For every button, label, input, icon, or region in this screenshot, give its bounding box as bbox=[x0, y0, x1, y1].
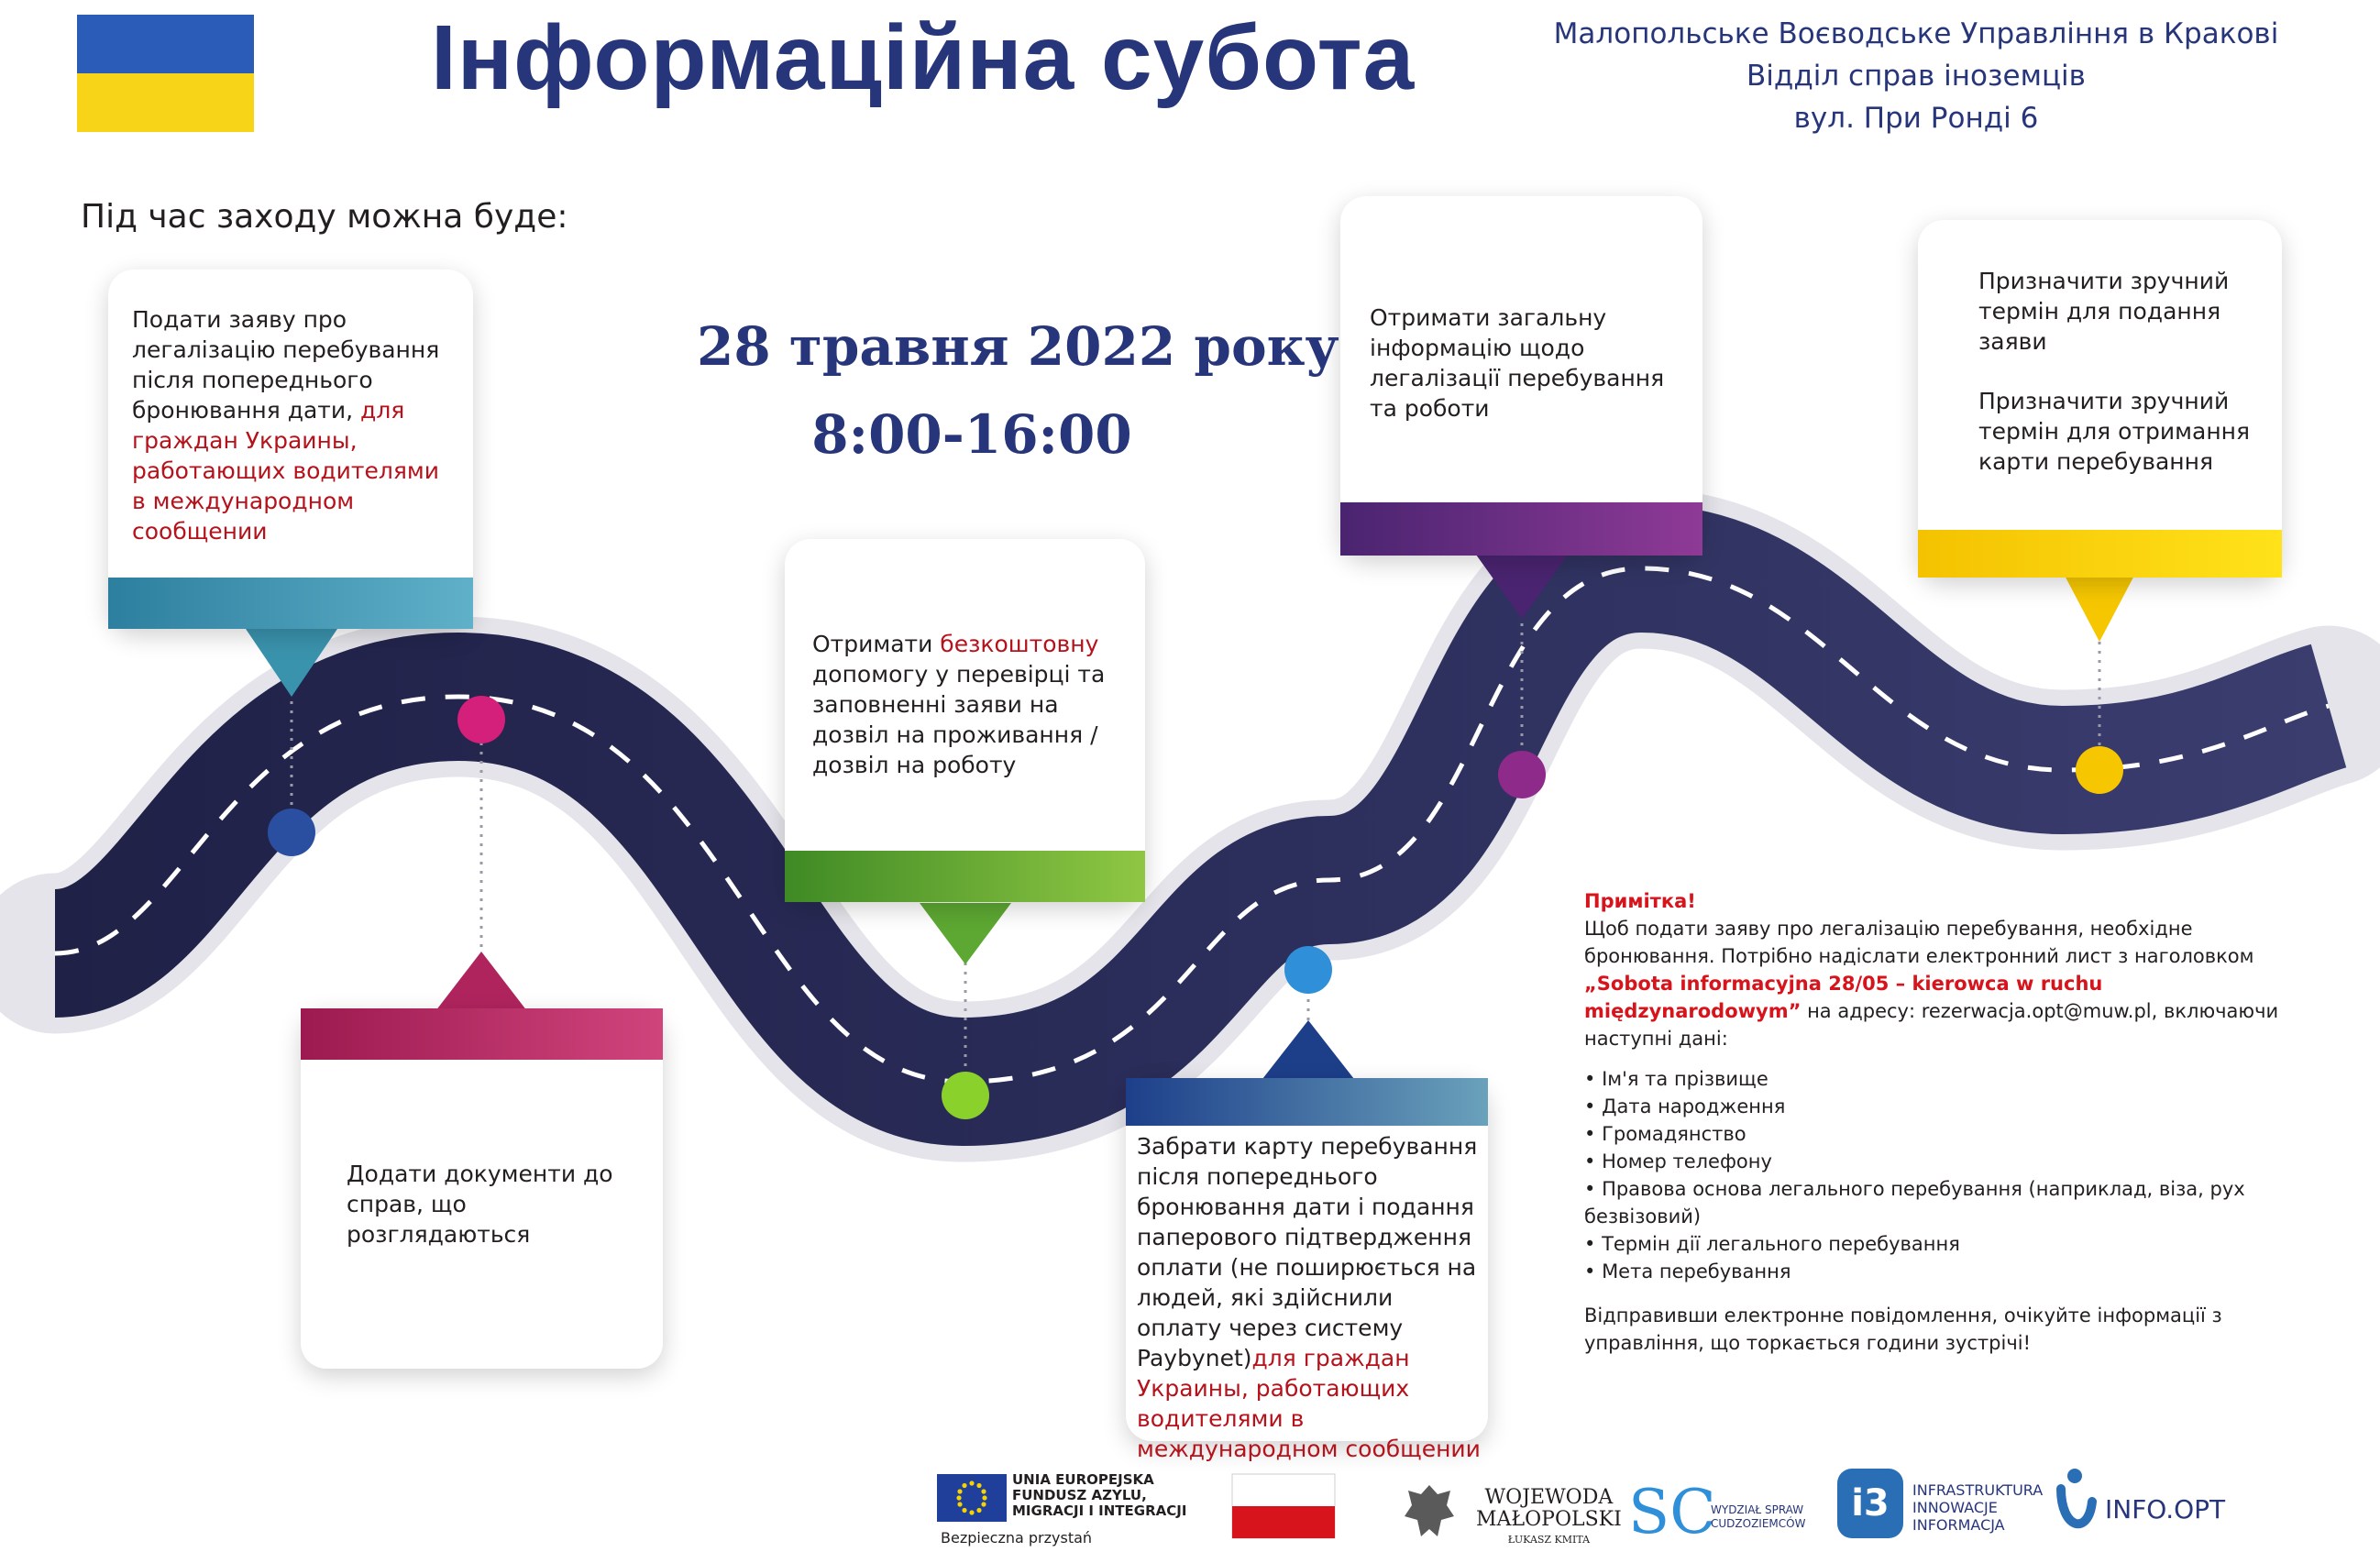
eu-line-2: FUNDUSZ AZYLU, bbox=[1012, 1487, 1147, 1503]
card1-red-text: для граждан Украины, работающих водителями в международном сообщении bbox=[132, 397, 439, 545]
intro-text: Під час заходу можна буде: bbox=[81, 198, 568, 236]
office-line-3: вул. При Рондi 6 bbox=[1793, 102, 2039, 135]
card-band-blue bbox=[1126, 1078, 1488, 1126]
card-free-help bbox=[785, 539, 1145, 902]
woj-line-1: WOJEWODA bbox=[1484, 1486, 1614, 1509]
event-date: 28 травня 2022 року bbox=[697, 315, 1339, 378]
card-schedule-appointment bbox=[1918, 220, 2282, 578]
note-paragraph-1-tail: на адресу: rezerwacja.opt@muw.pl, включаючи наступні дані: bbox=[1584, 1000, 2279, 1050]
event-date-block bbox=[697, 303, 1339, 479]
sc-line-2: CUDZOZIEMCÓW bbox=[1711, 1517, 1806, 1530]
i3-logo-icon: i3 bbox=[1837, 1469, 1903, 1538]
i3-line-3: INFORMACJA bbox=[1912, 1516, 2005, 1534]
note-required-data-list bbox=[1584, 1065, 2281, 1285]
eu-fund-name bbox=[1012, 1472, 1186, 1519]
card6-text-2: Призначити зручний термін для отримання карти перебування bbox=[1978, 388, 2251, 475]
info-opt-icon bbox=[2052, 1465, 2098, 1546]
i3-line-1: INFRASTRUKTURA bbox=[1912, 1481, 2044, 1499]
note-paragraph-2: Відправивши електронне повідомлення, очікуйте інформації з управління, що торкається години зустрічі! bbox=[1584, 1304, 2222, 1354]
card-collect-residence-card bbox=[1126, 1078, 1488, 1462]
list-item: • Ім'я та прізвище bbox=[1584, 1065, 2281, 1093]
note-heading: Примітка! bbox=[1584, 890, 1696, 912]
marker-blue bbox=[1284, 946, 1332, 994]
info-opt-logo: INFO.OPT bbox=[2105, 1494, 2226, 1524]
card-band-green bbox=[785, 851, 1145, 902]
card-band-magenta bbox=[301, 1008, 663, 1060]
list-item: • Мета перебування bbox=[1584, 1258, 2281, 1285]
pointer-blue bbox=[1262, 1020, 1354, 1079]
pointer-magenta bbox=[435, 952, 527, 1011]
eu-line-1: UNIA EUROPEJSKA bbox=[1012, 1471, 1154, 1488]
card4-red-text: для граждан Украины, работающих водителями в международном сообщении bbox=[1137, 1345, 1481, 1462]
marker-yellow bbox=[2076, 746, 2123, 794]
card4-text: Забрати карту перебування після попереднього бронювання дати і подання паперового підтвердження оплати (не поширюється на людей, які здійснили оплату через систему Paybynet) bbox=[1137, 1133, 1478, 1371]
marker-purple bbox=[1498, 751, 1546, 798]
woj-line-2: MAŁOPOLSKI bbox=[1476, 1508, 1622, 1531]
card-band-yellow bbox=[1918, 530, 2282, 578]
pointer-green bbox=[920, 903, 1011, 964]
card5-text: Отримати загальну інформацію щодо легалізації перебування та роботи bbox=[1370, 304, 1665, 422]
list-item: • Дата народження bbox=[1584, 1093, 2281, 1120]
sc-logo-mark: SC bbox=[1628, 1477, 1716, 1547]
card-band-teal bbox=[108, 578, 473, 629]
i3-line-2: INNOWACJE bbox=[1912, 1499, 1998, 1516]
marker-green bbox=[942, 1072, 989, 1119]
card3-text-post: допомогу у перевірці та заповненні заяви на дозвіл на проживання / дозвіл на роботу bbox=[812, 661, 1106, 778]
sc-logo-text bbox=[1711, 1503, 1805, 1531]
card3-text-pre: Отримати bbox=[812, 631, 941, 657]
poland-flag bbox=[1232, 1474, 1335, 1538]
marker-teal bbox=[268, 809, 315, 856]
note-block bbox=[1584, 887, 2281, 1357]
event-time: 8:00-16:00 bbox=[811, 403, 1132, 466]
card-general-info bbox=[1340, 196, 1702, 556]
list-item: • Правова основа легального перебування (наприклад, віза, рух безвізовий) bbox=[1584, 1175, 2281, 1230]
eu-flag-logo bbox=[937, 1474, 1007, 1522]
eagle-emblem-icon bbox=[1401, 1480, 1458, 1546]
card-add-documents bbox=[301, 1008, 663, 1369]
office-line-1: Малопольське Воєводське Управління в Кракові bbox=[1553, 17, 2279, 50]
list-item: • Громадянство bbox=[1584, 1120, 2281, 1148]
card2-text: Додати документи до справ, що розглядаються bbox=[347, 1161, 613, 1248]
card1-text: Подати заяву про легалізацію перебування після попереднього бронювання дати, bbox=[132, 306, 440, 424]
office-line-2: Відділ справ іноземців bbox=[1746, 60, 2086, 93]
card-apply-legalization bbox=[108, 270, 473, 629]
list-item: • Термін дії легального перебування bbox=[1584, 1230, 2281, 1258]
woj-line-3: ŁUKASZ KMITA bbox=[1507, 1534, 1591, 1546]
list-item: • Номер телефону bbox=[1584, 1148, 2281, 1175]
marker-magenta bbox=[457, 696, 505, 743]
note-paragraph-1: Щоб подати заяву про легалізацію перебування, необхідне бронювання. Потрібно надіслати електронний лист з наголовком bbox=[1584, 918, 2254, 967]
wojewoda-logo bbox=[1476, 1487, 1622, 1549]
eu-line-3: MIGRACJI I INTEGRACJI bbox=[1012, 1502, 1187, 1519]
card-band-purple bbox=[1340, 502, 1702, 556]
footer-logos bbox=[0, 1458, 2380, 1563]
page-title: Інформаційна субота bbox=[431, 6, 1416, 109]
sc-line-1: WYDZIAŁ SPRAW bbox=[1711, 1503, 1804, 1516]
eu-tagline: Bezpieczna przystań bbox=[941, 1529, 1093, 1546]
card3-red-text: безкоштовну bbox=[940, 631, 1099, 657]
note-email-subject: „Sobota informacyjna 28/05 – kierowca w ruchu międzynarodowym” bbox=[1584, 973, 2103, 1022]
card6-text-1: Призначити зручний термін для подання заяви bbox=[1978, 268, 2230, 355]
i3-logo-text bbox=[1912, 1481, 2043, 1534]
